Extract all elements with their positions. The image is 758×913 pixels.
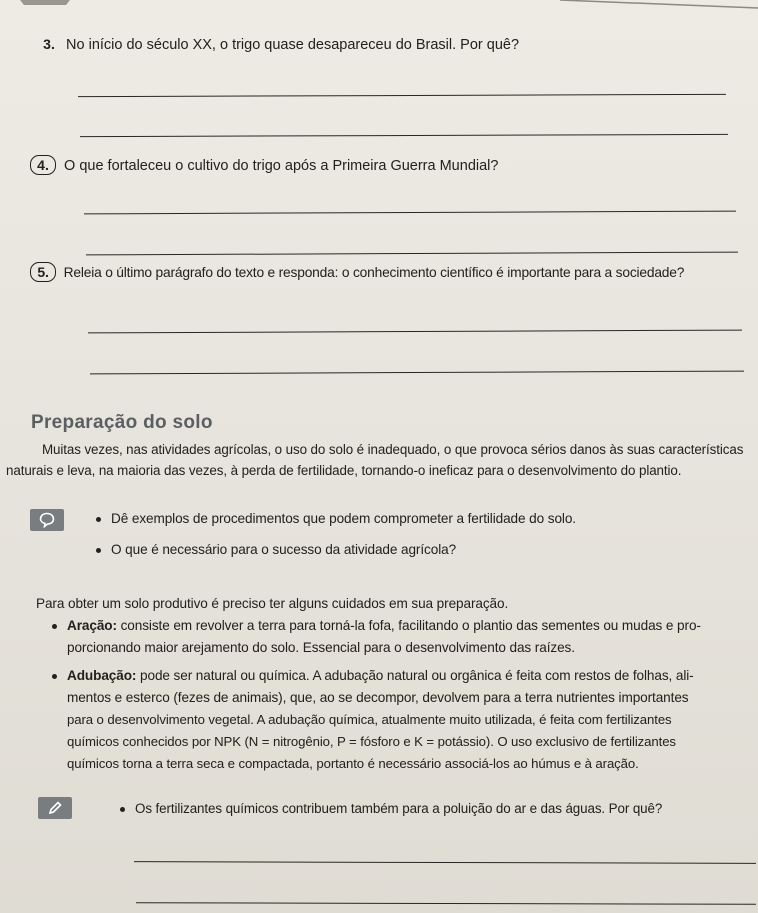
aracao-line-2: porcionando maior arejamento do solo. Essencial para o desenvolvimento das raízes.: [67, 640, 575, 655]
question-4: [30, 155, 498, 175]
bullet: [96, 548, 101, 553]
adubacao-text: pode ser natural ou química. A adubação natural ou orgânica é feita com restos de folhas, ali-: [136, 668, 694, 683]
final-question-text: Os fertilizantes químicos contribuem também para a poluição do ar e das águas. Por quê?: [135, 801, 663, 816]
adubacao-term: Adubação:: [67, 668, 137, 683]
bullet: [52, 624, 57, 629]
adubacao-line-5: químicos torna a terra seca e compactada, portanto é necessário associá-los ao húmus e à aração.: [67, 756, 639, 771]
adubacao-line-1: [52, 666, 694, 686]
answer-line[interactable]: [80, 134, 728, 137]
care-intro: Para obter um solo produtivo é preciso ter alguns cuidados em sua preparação.: [36, 596, 509, 611]
top-edge-decoration: [0, 0, 758, 10]
oral-item-text: Dê exemplos de procedimentos que podem comprometer a fertilidade do solo.: [111, 511, 576, 526]
adubacao-line-3: para o desenvolvimento vegetal. A adubação química, atualmente muito utilizada, é feita com fertilizantes: [67, 712, 672, 727]
bullet: [120, 807, 125, 812]
question-number: 3.: [43, 36, 55, 52]
question-5: [30, 262, 684, 282]
bullet: [96, 517, 101, 522]
adubacao-line-4: químicos conhecidos por NPK (N = nitrogênio, P = fósforo e K = potássio). O uso exclusivo de fertilizantes: [67, 734, 676, 749]
pencil-icon: [38, 797, 72, 819]
aracao-term: Aração:: [67, 618, 117, 633]
answer-line[interactable]: [88, 330, 742, 334]
section-title: Preparação do solo: [31, 412, 213, 433]
answer-line[interactable]: [136, 902, 756, 905]
adubacao-line-2: mentos e esterco (fezes de animais), que, ao se decompor, devolvem para a terra nutrientes importantes: [67, 690, 689, 705]
oral-item-text: O que é necessário para o sucesso da atividade agrícola?: [111, 542, 457, 557]
answer-line[interactable]: [86, 252, 738, 256]
answer-line[interactable]: [78, 94, 726, 97]
question-text: O que fortaleceu o cultivo do trigo após a Primeira Guerra Mundial?: [64, 158, 499, 174]
question-number: 4.: [30, 155, 56, 175]
question-text: No início do século XX, o trigo quase desapareceu do Brasil. Por quê?: [66, 37, 520, 53]
intro-line-1: Muitas vezes, nas atividades agrícolas, o uso do solo é inadequado, o que provoca sérios danos às suas características: [42, 442, 744, 457]
answer-line[interactable]: [134, 861, 756, 864]
question-number: 5.: [30, 262, 56, 282]
answer-line[interactable]: [90, 371, 744, 375]
aracao-text: consiste em revolver a terra para torná-la fofa, facilitando o plantio das sementes ou mudas e pro-: [116, 618, 701, 633]
oral-item-1: [96, 509, 576, 529]
oral-item-2: [96, 540, 456, 560]
bullet: [52, 674, 57, 679]
aracao-line-1: [52, 616, 701, 636]
question-text: Releia o último parágrafo do texto e responda: o conhecimento científico é importante para a sociedade?: [63, 265, 685, 280]
speech-bubble-icon: [30, 509, 64, 531]
final-question: [120, 799, 662, 819]
question-3: [40, 35, 519, 54]
intro-line-2: naturais e leva, na maioria das vezes, à perda de fertilidade, tornando-o ineficaz para o desenvolvimento do plantio.: [6, 463, 682, 478]
answer-line[interactable]: [84, 211, 736, 215]
